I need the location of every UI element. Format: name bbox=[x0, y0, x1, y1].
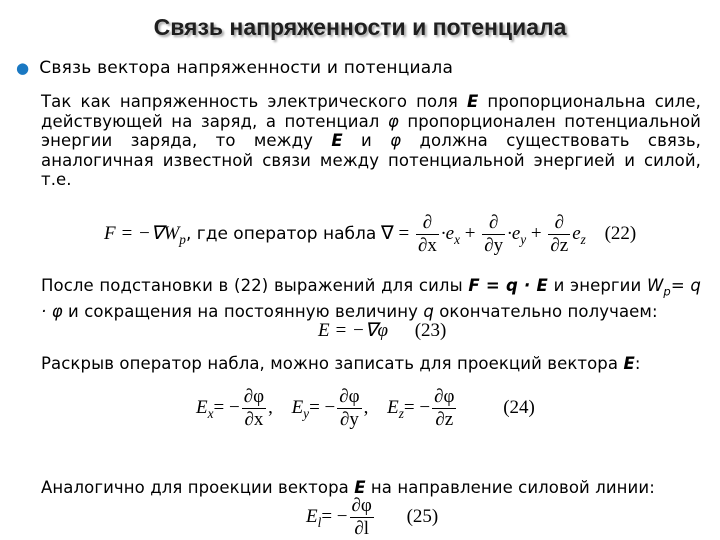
numerator: ∂φ bbox=[434, 386, 455, 407]
equation-number: (23) bbox=[414, 320, 447, 341]
text: окончательно получаем: bbox=[433, 301, 658, 321]
text: Раскрыв оператор набла, можно записать для проекций вектора bbox=[41, 354, 624, 373]
fraction bbox=[432, 387, 456, 431]
subscript: x bbox=[454, 232, 460, 248]
formula-24 bbox=[196, 387, 535, 431]
symbol-force: F = q · E bbox=[468, 276, 548, 295]
plus-sign: + bbox=[464, 223, 476, 245]
subscript: x bbox=[207, 406, 214, 422]
comma: , bbox=[363, 397, 369, 419]
denominator: ∂z bbox=[435, 408, 454, 430]
denominator: ∂y bbox=[484, 234, 504, 256]
fraction bbox=[482, 213, 505, 257]
numerator: ∂ bbox=[548, 213, 570, 235]
equals-minus: = − bbox=[321, 506, 348, 528]
numerator: ∂ bbox=[482, 213, 505, 235]
subscript: y bbox=[303, 406, 310, 422]
component-e: E bbox=[291, 397, 304, 419]
symbol-phi: φ bbox=[390, 131, 402, 151]
symbol-e: E bbox=[331, 131, 343, 151]
subscript: p bbox=[663, 284, 671, 299]
fraction bbox=[242, 387, 266, 431]
text: должна существовать связь, аналогичная известной связи между потенциальной энергией и силой, т.е. bbox=[41, 131, 701, 190]
paragraph-3 bbox=[41, 352, 701, 376]
symbol-e: E bbox=[623, 354, 635, 373]
paragraph-2 bbox=[41, 276, 701, 321]
formula-lhs: F = −∇W bbox=[104, 223, 180, 245]
denominator: ∂z bbox=[550, 234, 569, 256]
equals-minus: = − bbox=[403, 397, 431, 419]
symbol-q: q bbox=[423, 301, 434, 321]
formula-22 bbox=[104, 213, 636, 257]
text: и сокращения на постоянную величину bbox=[62, 301, 424, 321]
text: пропорциональна силе, действующей на заряд, а потенциал bbox=[41, 92, 701, 131]
numerator: ∂ bbox=[416, 213, 439, 235]
text: пропорционален потенциальной энергии заряда, то между bbox=[41, 111, 701, 151]
text: Аналогично для проекции вектора bbox=[41, 478, 355, 497]
symbol-expr: = q · φ bbox=[41, 276, 702, 321]
slide-title: Связь напряженности и потенциала bbox=[153, 14, 567, 40]
comma: , bbox=[268, 397, 273, 419]
numerator: ∂φ bbox=[243, 386, 265, 407]
text: и энергии bbox=[547, 276, 647, 295]
denominator: ∂x bbox=[244, 408, 264, 430]
denominator: ∂y bbox=[340, 408, 359, 430]
text: Так как напряженность электрического поля bbox=[41, 92, 467, 111]
text: После подстановки в (22) выражений для силы bbox=[41, 276, 469, 295]
numerator: ∂φ bbox=[339, 386, 360, 407]
text: на направление силовой линии: bbox=[365, 478, 655, 497]
equation-number: (24) bbox=[503, 397, 535, 419]
fraction bbox=[548, 213, 570, 257]
bullet-item bbox=[16, 58, 453, 78]
symbol-w: W bbox=[647, 276, 664, 295]
symbol-phi: φ bbox=[387, 111, 399, 131]
formula-25 bbox=[306, 478, 438, 540]
text: и bbox=[342, 131, 391, 151]
formula-23 bbox=[318, 319, 446, 342]
formula-body: E = −∇φ bbox=[318, 320, 388, 341]
unit-vector: ·e bbox=[507, 223, 521, 245]
symbol-e: E bbox=[354, 478, 366, 497]
subscript: z bbox=[580, 232, 586, 248]
equation-number: (25) bbox=[406, 506, 439, 528]
equals-minus: = − bbox=[309, 397, 336, 419]
component-e: E bbox=[196, 397, 208, 419]
unit-vector: ·e bbox=[440, 223, 455, 245]
subscript: z bbox=[398, 406, 404, 422]
text: : bbox=[634, 354, 641, 373]
unit-vector: e bbox=[572, 223, 581, 245]
fraction bbox=[350, 496, 374, 540]
subscript: y bbox=[520, 232, 527, 248]
fraction bbox=[416, 213, 439, 257]
plus-sign: + bbox=[530, 223, 542, 245]
symbol-e: E bbox=[466, 92, 479, 111]
formula-text: , где оператор набла bbox=[185, 224, 377, 245]
subscript: p bbox=[179, 232, 186, 248]
numerator: ∂φ bbox=[351, 495, 372, 516]
equals-minus: = − bbox=[213, 397, 240, 419]
bullet-text: Связь вектора напряженности и потенциала bbox=[39, 58, 454, 78]
denominator: ∂l bbox=[354, 517, 370, 539]
equation-number: (22) bbox=[604, 223, 637, 245]
subscript: l bbox=[317, 515, 322, 531]
denominator: ∂x bbox=[417, 234, 437, 256]
paragraph-1 bbox=[41, 92, 701, 190]
component-e: E bbox=[387, 397, 399, 419]
nabla-symbol: ∇ = bbox=[381, 223, 410, 245]
bullet-dot-icon: ● bbox=[16, 59, 30, 77]
component-e: E bbox=[306, 506, 318, 528]
fraction bbox=[337, 387, 361, 431]
